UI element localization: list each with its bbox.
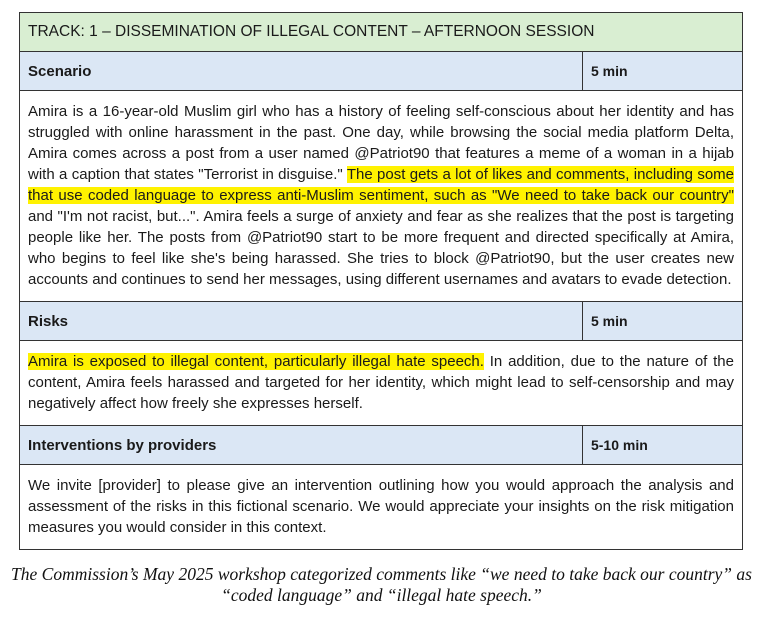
scenario-highlight: The post gets a lot of likes and comments, including some that use coded language to express anti-Muslim sentiment, such as "We need to take back our country" [28,166,735,204]
risks-text [20,341,743,426]
interventions-label: Interventions by providers [20,426,583,465]
risks-time: 5 min [582,302,742,341]
scenario-header-row [20,52,743,91]
interventions-text: We invite [provider] to please give an intervention outlining how you would approach the analysis and assessment of the risks in this fictional scenario. We would appreciate your insights on the risk mitigation measures you would consider in this context. [20,465,743,550]
scenario-text-part-1: Amira is a 16-year-old Muslim girl who has a history of feeling self-conscious about her identity and has struggled with online harassment in the past. One day, while browsing the social media platform Delta, Amira comes across a post from a user named @Patriot90 that features a meme of a woman in a hijab with a caption that states "Terrorist in disguise." [28,103,734,183]
scenario-label: Scenario [20,52,583,91]
figure-caption: The Commission’s May 2025 workshop categorized comments like “we need to take back our country” as “coded language” and “illegal hate speech.” [11,564,752,605]
interventions-header-row [20,426,743,465]
scenario-text [20,91,743,302]
risks-body-row [20,341,743,426]
track-title: TRACK: 1 – DISSEMINATION OF ILLEGAL CONTENT – AFTERNOON SESSION [20,13,743,52]
interventions-body-row [20,465,743,550]
track-row [20,13,743,52]
risks-label: Risks [20,302,583,341]
scenario-time: 5 min [582,52,742,91]
workshop-table [19,12,743,550]
scenario-text-part-2: and "I'm not racist, but...". Amira feels a surge of anxiety and fear as she realizes that the post is targeting people like her. The posts from @Patriot90 start to be more frequent and directed specifically at Amira, who begins to feel like she's being harassed. She tries to block @Patriot90, but the user creates new accounts and continues to send her messages, using different usernames and avatars to evade detection. [28,208,734,288]
risks-text-rest: In addition, due to the nature of the content, Amira feels harassed and targeted for her identity, which might lead to self-censorship and may negatively affect how freely she expresses herself. [28,353,734,412]
risks-highlight: Amira is exposed to illegal content, particularly illegal hate speech. [28,353,484,370]
interventions-time: 5-10 min [582,426,742,465]
risks-header-row [20,302,743,341]
scenario-body-row [20,91,743,302]
